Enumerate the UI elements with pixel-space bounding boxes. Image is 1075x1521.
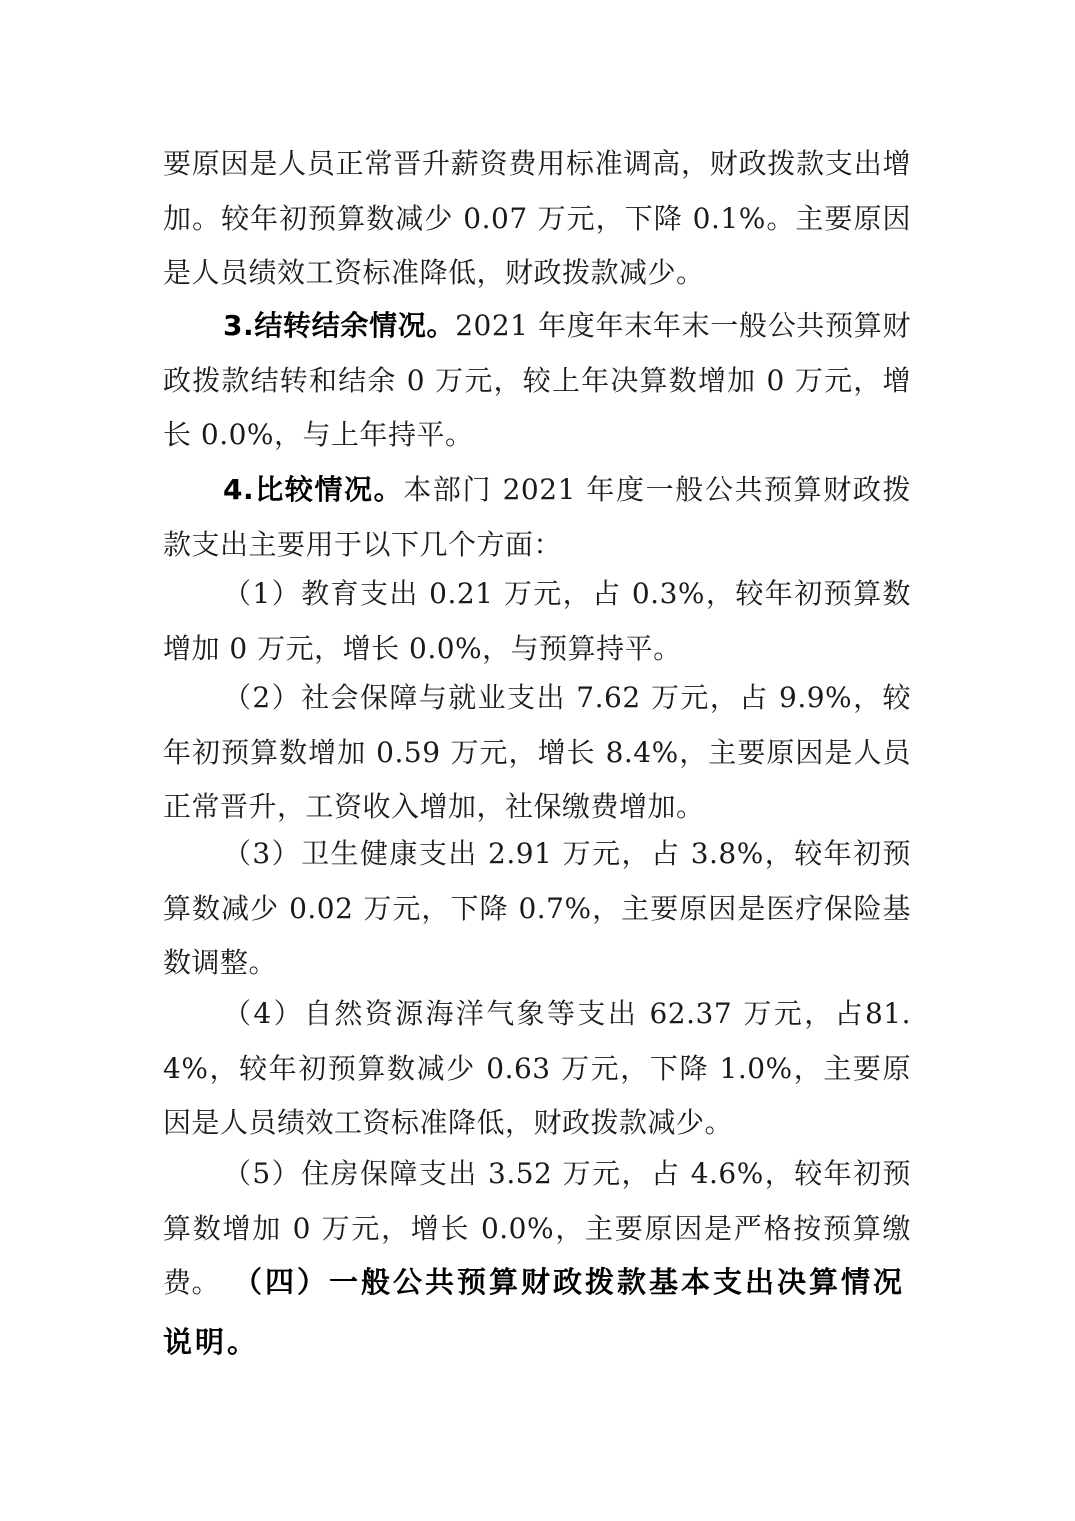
list-item-health: （3）卫生健康支出 2.91 万元，占 3.8%，较年初预算数减少 0.02 万元，下降 0.7%，主要原因是医疗保险基数调整。: [163, 837, 911, 979]
paragraph-carryover: [163, 299, 911, 463]
comparison-body: 本部门 2021 年度一般公共预算财政拨款支出主要用于以下几个方面：: [163, 473, 911, 561]
carryover-lead: 3.结转结余情况。: [223, 309, 456, 342]
section-heading: （四）一般公共预算财政拨款基本支出决算情况说明。: [163, 1265, 906, 1359]
list-item-education: （1）教育支出 0.21 万元，占 0.3%，较年初预算数增加 0 万元，增长 0.0%，与预算持平。: [163, 577, 911, 665]
comparison-lead: 4.比较情况。: [223, 473, 404, 506]
carryover-body: 2021 年度年末年末一般公共预算财政拨款结转和结余 0 万元，较上年决算数增加 0 万元，增长 0.0%，与上年持平。: [163, 309, 911, 451]
paragraph-salary-reason: 要原因是人员正常晋升薪资费用标准调高，财政拨款支出增加。较年初预算数减少 0.07 万元，下降 0.1%。主要原因是人员绩效工资标准降低，财政拨款减少。: [163, 147, 911, 289]
paragraph-comparison: [163, 463, 911, 572]
list-item-housing: （5）住房保障支出 3.52 万元，占 4.6%，较年初预算数增加 0 万元，增长 0.0%，主要原因是严格按预算缴费。: [163, 1157, 911, 1299]
list-item-natural-resources: （4）自然资源海洋气象等支出 62.37 万元，占81.4%，较年初预算数减少 0.63 万元，下降 1.0%，主要原因是人员绩效工资标准降低，财政拨款减少。: [163, 997, 911, 1139]
list-item-social-security: （2）社会保障与就业支出 7.62 万元，占 9.9%，较年初预算数增加 0.59 万元，增长 8.4%，主要原因是人员正常晋升，工资收入增加，社保缴费增加。: [163, 681, 911, 823]
